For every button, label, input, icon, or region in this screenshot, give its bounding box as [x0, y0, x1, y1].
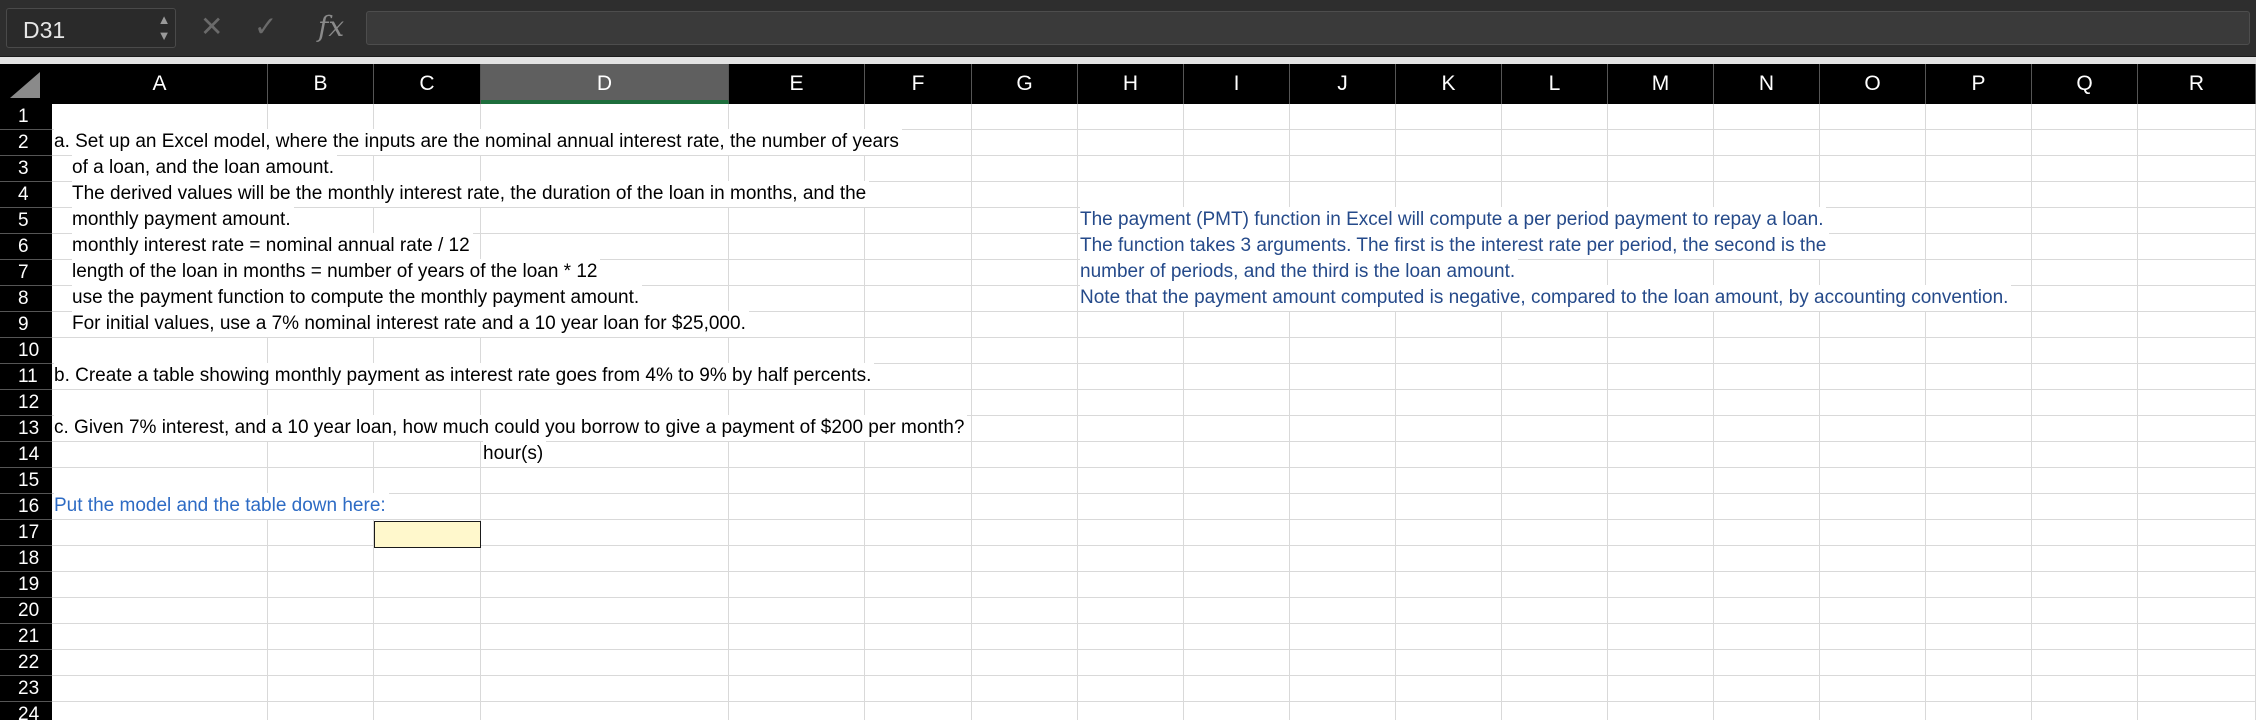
gridline-horizontal	[52, 649, 2256, 650]
gridline-vertical	[2031, 104, 2032, 720]
gridline-horizontal	[52, 519, 2256, 520]
name-box-value: D31	[23, 17, 66, 43]
gridline-horizontal	[52, 623, 2256, 624]
formula-bar	[0, 0, 2256, 57]
gridline-vertical	[1819, 104, 1820, 720]
gridline-vertical	[1077, 104, 1078, 720]
cell-A3[interactable]: of a loan, and the loan amount.	[72, 155, 337, 181]
cell-H8[interactable]: Note that the payment amount computed is negative, compared to the loan amount, by accounting convention.	[1080, 285, 2011, 311]
gridline-horizontal	[52, 389, 2256, 390]
gridline-horizontal	[52, 571, 2256, 572]
cell-H5[interactable]: The payment (PMT) function in Excel will compute a per period payment to repay a loan.	[1080, 207, 1826, 233]
cancel-icon[interactable]: ✕	[200, 11, 224, 42]
row-header-23[interactable]: 23	[0, 676, 52, 702]
toolbar-divider	[0, 57, 2256, 64]
confirm-icon[interactable]: ✓	[254, 11, 278, 42]
row-header-6[interactable]: 6	[0, 234, 52, 260]
column-header-B[interactable]: B	[268, 64, 374, 104]
row-header-19[interactable]: 19	[0, 572, 52, 598]
gridline-vertical	[1925, 104, 1926, 720]
cell-A9[interactable]: For initial values, use a 7% nominal interest rate and a 10 year loan for $25,000.	[72, 311, 749, 337]
column-header-J[interactable]: J	[1290, 64, 1396, 104]
gridline-vertical	[1501, 104, 1502, 720]
row-headers	[0, 104, 52, 720]
row-header-5[interactable]: 5	[0, 208, 52, 234]
cell-A11[interactable]: b. Create a table showing monthly payment as interest rate goes from 4% to 9% by half percents.	[54, 363, 874, 389]
select-all-icon	[10, 72, 40, 98]
cell-H7[interactable]: number of periods, and the third is the loan amount.	[1080, 259, 1518, 285]
column-header-P[interactable]: P	[1926, 64, 2032, 104]
spreadsheet-grid	[0, 64, 2256, 720]
name-box[interactable]	[6, 8, 176, 48]
row-header-3[interactable]: 3	[0, 156, 52, 182]
gridline-horizontal	[52, 155, 2256, 156]
formula-input[interactable]	[366, 11, 2250, 45]
column-header-K[interactable]: K	[1396, 64, 1502, 104]
name-box-stepper[interactable]	[155, 12, 173, 46]
gridline-horizontal	[52, 337, 2256, 338]
function-icon[interactable]: fx	[318, 10, 345, 43]
row-header-10[interactable]: 10	[0, 338, 52, 364]
column-header-R[interactable]: R	[2138, 64, 2256, 104]
gridline-horizontal	[52, 467, 2256, 468]
column-header-A[interactable]: A	[52, 64, 268, 104]
cell-D14[interactable]: hour(s)	[483, 441, 546, 467]
gridline-vertical	[2137, 104, 2138, 720]
stepper-down-icon[interactable]: ▼	[157, 28, 171, 43]
row-header-2[interactable]: 2	[0, 130, 52, 156]
row-header-13[interactable]: 13	[0, 416, 52, 442]
column-header-N[interactable]: N	[1714, 64, 1820, 104]
column-header-M[interactable]: M	[1608, 64, 1714, 104]
row-header-1[interactable]: 1	[0, 104, 52, 130]
gridline-vertical	[1289, 104, 1290, 720]
column-header-L[interactable]: L	[1502, 64, 1608, 104]
column-header-Q[interactable]: Q	[2032, 64, 2138, 104]
column-header-O[interactable]: O	[1820, 64, 1926, 104]
column-header-F[interactable]: F	[865, 64, 972, 104]
row-header-4[interactable]: 4	[0, 182, 52, 208]
cell-C14-input[interactable]	[374, 521, 481, 548]
stepper-up-icon[interactable]: ▲	[157, 12, 171, 27]
column-header-D[interactable]: D	[481, 64, 729, 104]
column-header-H[interactable]: H	[1078, 64, 1184, 104]
gridline-horizontal	[52, 441, 2256, 442]
cell-A4[interactable]: The derived values will be the monthly interest rate, the duration of the loan in months, and the	[72, 181, 869, 207]
row-header-8[interactable]: 8	[0, 286, 52, 312]
row-header-21[interactable]: 21	[0, 624, 52, 650]
row-header-16[interactable]: 16	[0, 494, 52, 520]
gridline-horizontal	[52, 701, 2256, 702]
row-header-11[interactable]: 11	[0, 364, 52, 390]
row-header-17[interactable]: 17	[0, 520, 52, 546]
cell-A2[interactable]: a. Set up an Excel model, where the inputs are the nominal annual interest rate, the number of years	[54, 129, 902, 155]
cell-A7[interactable]: length of the loan in months = number of years of the loan * 12	[72, 259, 600, 285]
gridline-vertical	[971, 104, 972, 720]
cell-area[interactable]	[52, 104, 2256, 720]
column-header-I[interactable]: I	[1184, 64, 1290, 104]
gridline-horizontal	[52, 597, 2256, 598]
gridline-vertical	[1607, 104, 1608, 720]
gridline-horizontal	[52, 675, 2256, 676]
row-header-14[interactable]: 14	[0, 442, 52, 468]
row-header-18[interactable]: 18	[0, 546, 52, 572]
cell-A13[interactable]: c. Given 7% interest, and a 10 year loan, how much could you borrow to give a payment of $200 per month?	[54, 415, 967, 441]
row-header-22[interactable]: 22	[0, 650, 52, 676]
cell-A8[interactable]: use the payment function to compute the monthly payment amount.	[72, 285, 642, 311]
cell-A5[interactable]: monthly payment amount.	[72, 207, 294, 233]
row-header-7[interactable]: 7	[0, 260, 52, 286]
column-header-G[interactable]: G	[972, 64, 1078, 104]
column-header-C[interactable]: C	[374, 64, 481, 104]
row-header-9[interactable]: 9	[0, 312, 52, 338]
column-header-E[interactable]: E	[729, 64, 865, 104]
row-header-20[interactable]: 20	[0, 598, 52, 624]
gridline-vertical	[1183, 104, 1184, 720]
cell-A6[interactable]: monthly interest rate = nominal annual rate / 12	[72, 233, 473, 259]
cell-A16[interactable]: Put the model and the table down here:	[54, 493, 389, 519]
row-header-12[interactable]: 12	[0, 390, 52, 416]
gridline-vertical	[1713, 104, 1714, 720]
row-header-15[interactable]: 15	[0, 468, 52, 494]
cell-H6[interactable]: The function takes 3 arguments. The first is the interest rate per period, the second is the	[1080, 233, 1829, 259]
select-all-corner[interactable]	[0, 64, 52, 104]
row-header-24[interactable]: 24	[0, 702, 52, 720]
gridline-vertical	[1395, 104, 1396, 720]
